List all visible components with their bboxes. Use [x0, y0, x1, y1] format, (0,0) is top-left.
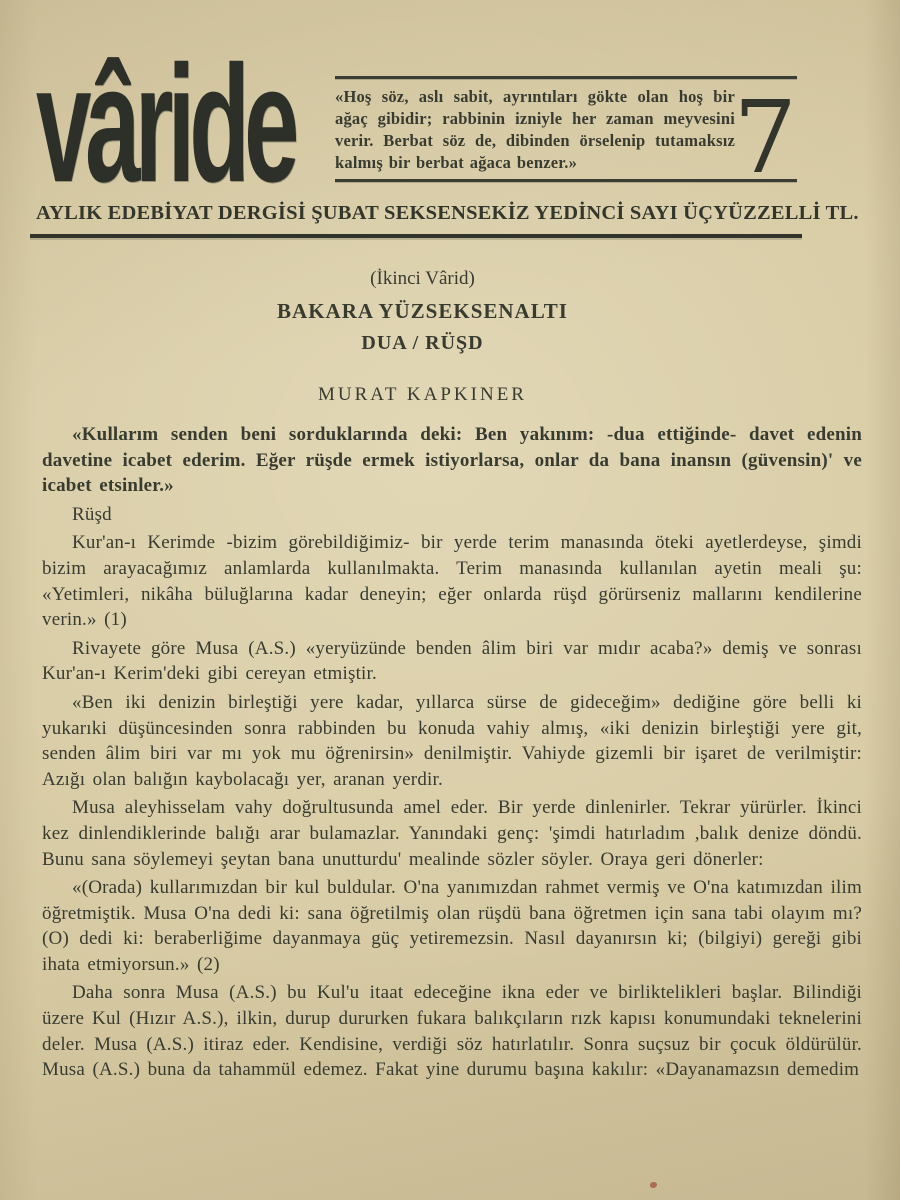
- article-subtitle: DUA / RÜŞD: [361, 332, 484, 354]
- ink-speck: [650, 1182, 657, 1188]
- paragraph: Rivayete göre Musa (A.S.) «yeryüzünde benden âlim biri var mıdır acaba?» demiş ve sonrası Kur'an-ı Kerim'deki gibi cereyan etmiştir.: [42, 637, 862, 685]
- masthead-tagline: AYLIK EDEBİYAT DERGİSİ ŞUBAT SEKSENSEKİZ YEDİNCİ SAYI ÜÇYÜZZELLİ TL.: [36, 202, 859, 224]
- divider: [335, 76, 797, 79]
- author-name: MURAT KAPKINER: [318, 384, 527, 405]
- paragraph: Musa aleyhisselam vahy doğrultusunda amel eder. Bir yerde dinlenirler. Tekrar yürürler. İkinci kez dinlendiklerinde balığı arar bulamazlar. Yanındaki genç: 'şimdi hatırladım ,balık denize döndü. Bunu sana söylemeyi şeytan bana unutturdu' mealinde sözler söyler. Oraya geri dönerler:: [42, 797, 862, 870]
- paragraph: Rüşd: [72, 503, 112, 525]
- article-heading: [0, 268, 845, 406]
- paragraph: Daha sonra Musa (A.S.) bu Kul'u itaat edeceğine ikna eder ve birliktelikleri başlar. Bilindiği üzere Kul (Hızır A.S.), ilkin, durup dururken fukara balıkçıların rızk kapısı konumundaki teknelerini deler. Musa (A.S.) itiraz eder. Kendisine, verdiği söz hatırlatılır. Sonra suçsuz bir çocuk öldürülür. Musa (A.S.) buna da tahammül edemez. Fakat yine durumu başına kakılır: «Dayanamazsın demedim: [42, 982, 862, 1081]
- epigraph-text: «Hoş söz, aslı sabit, ayrıntıları gökte olan hoş bir ağaç gibidir; rabbinin izniyle her zaman meyvesini verir. Berbat söz de, dibinden örselenip tutamaksız kalmış bir berbat ağaca benzer.»: [335, 87, 735, 172]
- magazine-logo: vâride: [36, 32, 294, 217]
- divider: [335, 179, 797, 182]
- paragraph: «(Orada) kullarımızdan bir kul buldular. O'na yanımızdan rahmet vermiş ve O'na katımızdan ilim öğretmiştik. Musa O'na dedi ki: sana öğretilmiş olan rüşdü bana öğretmen için sana tabi olayım mı? (O) dedi ki: beraberliğime dayanmaya güç yetiremezsin. Nasıl dayanırsın ki; (bilgiyi) gereği gibi ihata etmiyorsun.» (2): [42, 877, 862, 975]
- paragraph: «Kullarım senden beni sorduklarında deki: Ben yakınım: -dua ettiğinde- davet edenin davetine icabet ederim. Eğer rüşde ermek istiyorlarsa, onlar da bana inansın (güvensin)' ve icabet etsinler.»: [42, 424, 862, 497]
- divider: [30, 234, 802, 238]
- issue-number: 7: [733, 79, 797, 196]
- series-note: (İkinci Vârid): [370, 268, 475, 289]
- masthead-epigraph-block: [335, 76, 797, 196]
- paragraph: «Ben iki denizin birleştiği yere kadar, yıllarca sürse de gideceğim» dediğine göre belli ki yukarıki düşüncesinden sonra rabbinden bu konuda vahiy almış, «iki denizin birleştiği yere git, senden âlim biri var mı yok mu öğrenirsin» denilmiştir. Vahiyde gizemli bir işaret de verilmiştir: Azığı olan balığın kaybolacağı yer, aranan yerdir.: [42, 691, 862, 790]
- article-title: BAKARA YÜZSEKSENALTI: [277, 299, 568, 323]
- article-body: [42, 422, 862, 1086]
- paragraph: Kur'an-ı Kerimde -bizim görebildiğimiz- bir yerde terim manasında öteki ayetlerdeyse, şimdi bizim arayacağımız anlamlarda kullanılmakta. Terim manasında kullanılan ayetin meali şu: «Yetimleri, nikâha büluğlarına kadar deneyin; eğer onlarda rüşd görürseniz mallarını kendilerine verin.» (1): [42, 532, 862, 631]
